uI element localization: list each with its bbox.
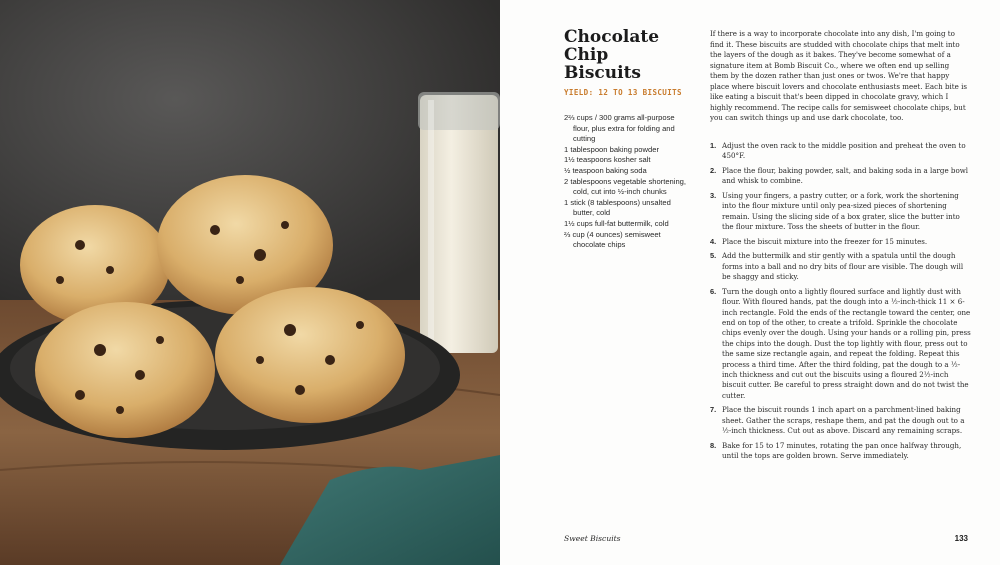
recipe-yield: YIELD: 12 TO 13 BISCUITS	[564, 88, 682, 97]
method-step	[710, 405, 972, 436]
method-step	[710, 166, 972, 187]
step-number: 3.	[710, 191, 717, 200]
step-number: 5.	[710, 251, 717, 261]
page-number: 133	[954, 534, 968, 543]
recipe-title: Chocolate Chip Biscuits	[564, 27, 660, 83]
step-number: 2.	[710, 166, 717, 175]
step-text: Using your fingers, a pastry cutter, or a fork, work the shortening into the flour mixture until only pea-sized pieces of shortening remain. Using the slicing side of a box grater, slice the butter into the flour mixture. Toss the sheets of butter in the flour.	[722, 191, 960, 232]
method-step	[710, 441, 972, 462]
step-text: Turn the dough onto a lightly floured surface and lightly dust with flour. With floured hands, pat the dough into a ½-inch-thick 11 × 6-inch rectangle. Fold the ends of the rectangle toward the center, one end on top of the other, to create a trifold. Sprinkle the chocolate chips evenly over the dough. Using your hands or a rolling pin, press the chips into the dough. Dust the top lightly with flour, press out to the same size rectangle again, and repeat the folding. Repeat this process a third time. After the third folding, pat the dough to a ½-inch thickness and cut out the biscuits using a floured 2½-inch biscuit cutter. Be careful to press straight down and do not twist the cutter.	[722, 286, 971, 400]
method-steps	[710, 141, 972, 466]
step-text: Place the biscuit mixture into the freezer for 15 minutes.	[722, 236, 928, 246]
step-number: 4.	[710, 236, 717, 246]
ingredient-item: 1½ cups full-fat buttermilk, cold	[564, 218, 669, 228]
ingredient-item: 1 stick (8 tablespoons) unsalted butter, cold	[564, 197, 671, 218]
ingredient-item: 2 tablespoons vegetable shortening, cold, cut into ½-inch chunks	[564, 176, 687, 197]
method-step	[710, 141, 972, 162]
step-text: Adjust the oven rack to the middle position and preheat the oven to 450°F.	[722, 141, 966, 161]
ingredient-item: 1 tablespoon baking powder	[564, 144, 659, 154]
method-step	[710, 251, 972, 282]
ingredient-item: 2⅔ cups / 300 grams all-purpose flour, plus extra for folding and cutting	[564, 113, 675, 144]
step-text: Place the biscuit rounds 1 inch apart on a parchment-lined baking sheet. Gather the scraps, reshape them, and pat the dough out to a ½-inch thickness. Cut out as above. Discard any remaining scraps.	[722, 405, 965, 436]
step-number: 7.	[710, 405, 717, 415]
ingredient-item: 1½ teaspoons kosher salt	[564, 155, 651, 165]
ingredient-item: ⅔ cup (4 ounces) semisweet chocolate chips	[564, 229, 661, 250]
step-text: Add the buttermilk and stir gently with a spatula until the dough forms into a ball and no dry bits of flour are visible. The dough will be shaggy and sticky.	[722, 251, 964, 282]
recipe-intro: If there is a way to incorporate chocolate into any dish, I'm going to find it. These biscuits are studded with chocolate chips that melt into the layers of the dough as it bakes. They've become somewhat of a signature item at Bomb Biscuit Co., where we often end up selling them by the dozen rather than just ones or twos. We're that happy place where biscuit lovers and chocolate enthusiasts meet. Each bite is like eating a biscuit that's been dipped in chocolate gravy, which I highly recommend. The recipe calls for semisweet chocolate chips, but you can switch things up and use dark chocolate, too.	[710, 29, 967, 123]
method-step	[710, 287, 972, 401]
method-step	[710, 237, 972, 247]
step-number: 6.	[710, 286, 717, 296]
ingredient-list	[564, 113, 690, 251]
step-text: Place the flour, baking powder, salt, and baking soda in a large bowl and whisk to combine.	[722, 166, 969, 186]
ingredient-item: ½ teaspoon baking soda	[564, 165, 647, 175]
step-number: 8.	[710, 440, 717, 450]
step-number: 1.	[710, 141, 717, 150]
recipe-page	[500, 0, 1000, 565]
step-text: Bake for 15 to 17 minutes, rotating the pan once halfway through, until the tops are golden brown. Serve immediately.	[722, 440, 962, 461]
method-step	[710, 191, 972, 233]
section-name: Sweet Biscuits	[564, 534, 621, 543]
